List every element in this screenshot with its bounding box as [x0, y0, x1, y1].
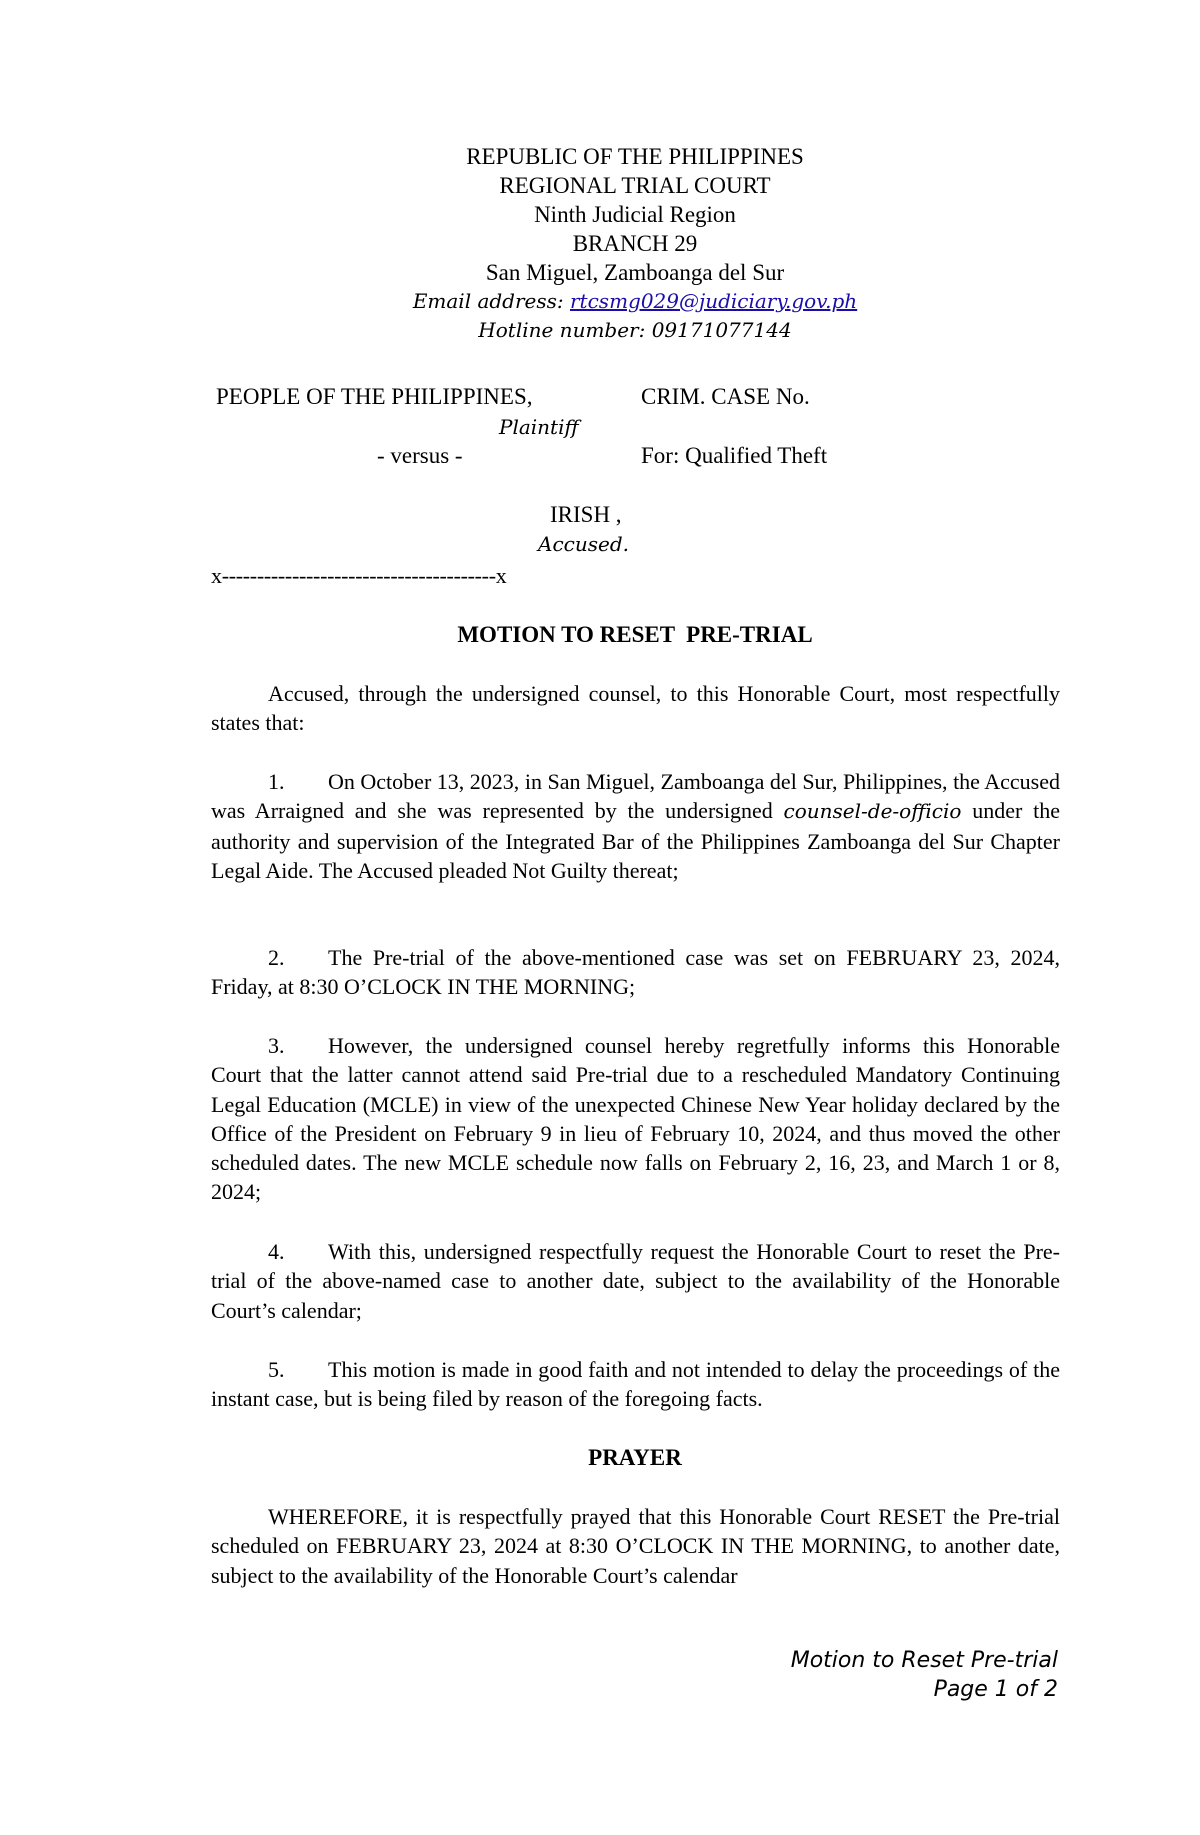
paragraph-5-number: 5. — [268, 1357, 285, 1382]
header-branch: BRANCH 29 — [572, 231, 698, 256]
paragraph-2-text: The Pre-trial of the above-mentioned case was set on FEBRUARY 23, 2024, Friday, at 8:30 O’CLOCK IN THE MORNING; — [211, 945, 1060, 1000]
plaintiff-name: PEOPLE OF THE PHILIPPINES, — [216, 384, 533, 409]
header-court: REGIONAL TRIAL COURT — [499, 173, 771, 198]
header-email-line — [0, 287, 1200, 316]
plaintiff-role: Plaintiff — [499, 415, 579, 439]
versus-label: - versus - — [377, 443, 463, 468]
footer-doc-title: Motion to Reset Pre-trial — [790, 1648, 1058, 1673]
header-republic: REPUBLIC OF THE PHILIPPINES — [466, 144, 804, 169]
header-region: Ninth Judicial Region — [534, 202, 736, 227]
paragraph-3-text: However, the undersigned counsel hereby regretfully informs this Honorable Court that the latter cannot attend said Pre-trial due to a rescheduled Mandatory Continuing Legal Education (MCLE) in view of the unexpected Chinese New Year holiday declared by the Office of the President on February 9 in lieu of February 10, 2024, and thus moved the other scheduled dates. The new MCLE schedule now falls on February 2, 16, 23, and March 1 or 8, 2024; — [211, 1033, 1060, 1205]
footer-page-number: Page 1 of 2 — [933, 1677, 1058, 1702]
paragraph-5 — [211, 1355, 1060, 1414]
court-header — [0, 142, 1200, 345]
intro-paragraph: Accused, through the undersigned counsel, to this Honorable Court, most respectfully states that: — [211, 681, 1060, 736]
prayer-heading: PRAYER — [588, 1445, 682, 1470]
accused-name: IRISH , — [550, 502, 622, 527]
email-link[interactable]: rtcsmg029@judiciary.gov.ph — [570, 289, 858, 313]
paragraph-5-text: This motion is made in good faith and not intended to delay the proceedings of the instant case, but is being filed by reason of the foregoing facts. — [211, 1357, 1060, 1412]
case-offense: For: Qualified Theft — [641, 443, 828, 468]
caption-separator: x---------------------------------------x — [211, 563, 507, 588]
prayer-paragraph: WHEREFORE, it is respectfully prayed that this Honorable Court RESET the Pre-trial scheduled on FEBRUARY 23, 2024 at 8:30 O’CLOCK IN THE MORNING, to another date, subject to the availability of the Honorable Court’s calendar — [211, 1504, 1060, 1588]
document-title: MOTION TO RESET PRE-TRIAL — [457, 622, 813, 647]
paragraph-2 — [211, 943, 1060, 1002]
header-location: San Miguel, Zamboanga del Sur — [485, 260, 785, 285]
email-label: Email address: — [412, 289, 570, 313]
paragraph-4-number: 4. — [268, 1239, 285, 1264]
paragraph-1 — [211, 767, 1060, 885]
paragraph-3 — [211, 1031, 1060, 1207]
paragraph-4-text: With this, undersigned respectfully request the Honorable Court to reset the Pre-trial of the above-named case to another date, subject to the availability of the Honorable Court’s calendar; — [211, 1239, 1060, 1323]
accused-role: Accused. — [538, 532, 629, 556]
header-hotline: Hotline number: 09171077144 — [478, 318, 792, 342]
paragraph-1-text-a: On October 13, 2023, in San Miguel, Zamboanga del Sur, Philippines, the Accused was Arraigned and she was represented by the undersigned — [211, 769, 1060, 824]
case-number: CRIM. CASE No. — [641, 384, 810, 409]
paragraph-1-text-b: under the authority and supervision of the Integrated Bar of the Philippines Zamboanga del Sur Chapter Legal Aide. The Accused pleaded Not Guilty thereat; — [211, 798, 1060, 883]
paragraph-1-italic: counsel-de-officio — [783, 799, 962, 824]
paragraph-3-number: 3. — [268, 1033, 285, 1058]
paragraph-2-number: 2. — [268, 945, 285, 970]
page-footer — [791, 1646, 1058, 1704]
paragraph-4 — [211, 1237, 1060, 1325]
paragraph-1-number: 1. — [268, 769, 285, 794]
